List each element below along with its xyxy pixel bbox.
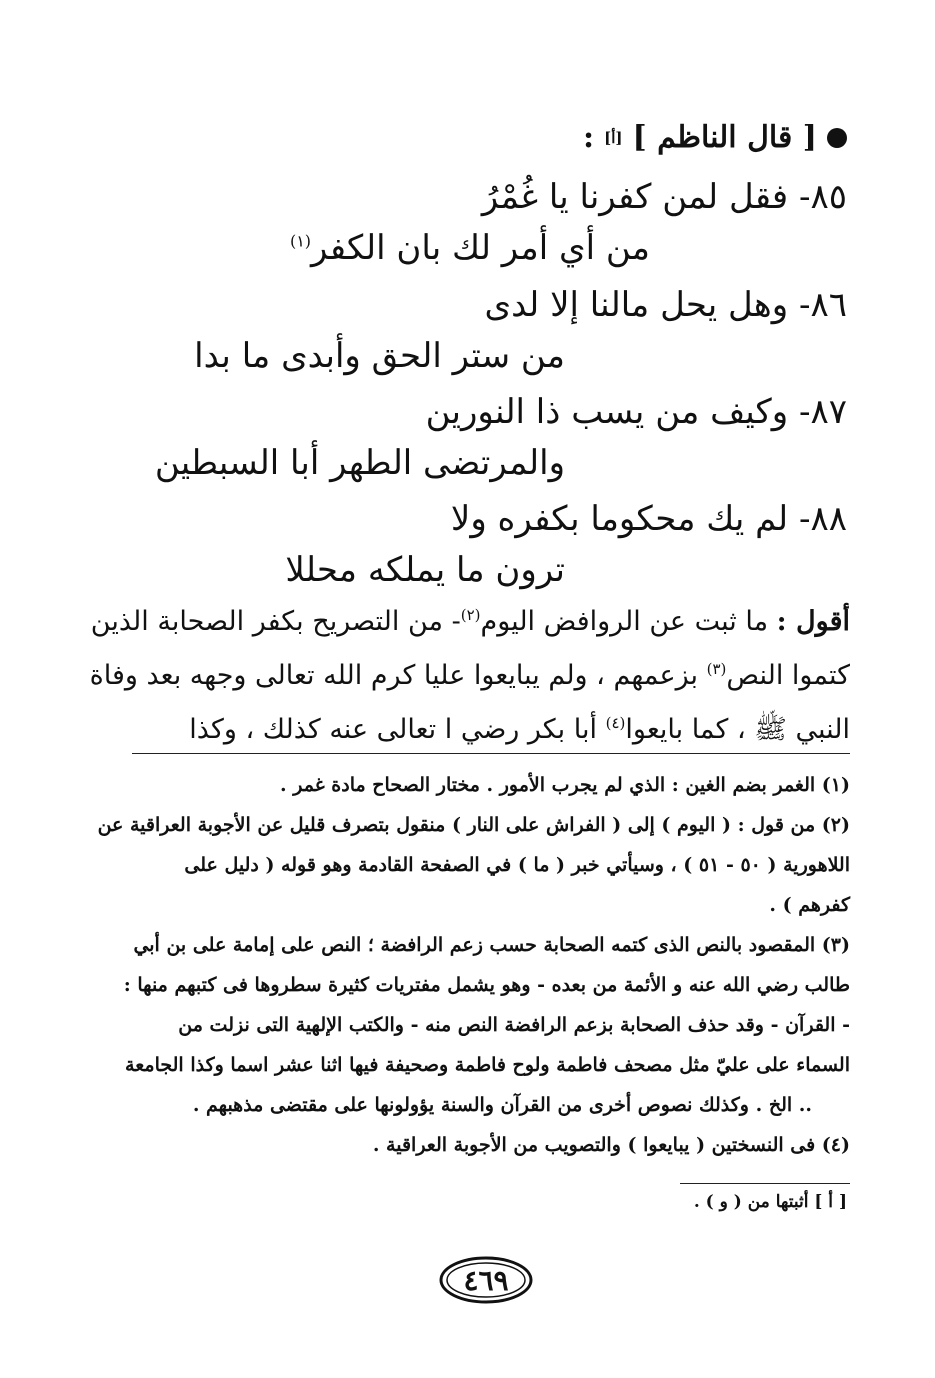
footnote-ref: (٤) <box>605 714 626 732</box>
footnote-line: اللاهورية ( ٥٠ - ٥١ ) ، وسيأتي خبر ( ما ) في الصفحة القادمة وهو قوله ( دليل على <box>184 854 850 876</box>
verse-85-first <box>482 175 847 219</box>
footnote-1 <box>132 765 850 805</box>
footnotes <box>97 765 850 1165</box>
footnote-line: (١) الغمر بضم الغين : الذي لم يجرب الأمور . مختار الصحاح مادة غمر . <box>280 774 850 796</box>
commentary-line <box>90 595 850 649</box>
page-number: ٤٦٩ <box>463 1263 509 1297</box>
commentary-text: بزعمهم ، ولم يبايعوا عليا كرم الله تعالى وجهه بعد وفاة <box>89 660 699 691</box>
verse-88-first <box>451 497 847 541</box>
verse-number: ٨٧- <box>798 392 847 432</box>
verse-86-second <box>194 334 565 378</box>
footnote-divider <box>132 753 850 754</box>
verse-number: ٨٥- <box>798 177 847 217</box>
commentary-lead: أقول : <box>776 606 850 637</box>
verse-87-second <box>155 441 565 485</box>
verse-hemistich-first: وهل يحل مالنا إلا لدى <box>484 285 789 325</box>
commentary-text: كتموا النص <box>726 660 850 691</box>
footnote-ref: (٢) <box>460 606 481 624</box>
heading-text: [ قال الناظم ] <box>632 120 817 155</box>
commentary-line <box>132 703 850 757</box>
footnote-line: كفرهم ) . <box>769 894 850 916</box>
verse-hemistich-first: وكيف من يسب ذا النورين <box>425 392 789 432</box>
footnote-line: (٣) المقصود بالنص الذى كتمه الصحابة حسب زعم الرافضة ؛ النص على إمامة على بن أبي <box>133 934 850 956</box>
commentary-text: النبي ﷺ ، كما بايعوا <box>625 714 850 745</box>
verse-85-second <box>290 226 650 270</box>
footnote-line: - القرآن - وقد حذف الصحابة بزعم الرافضة النص منه - والكتب الإلهية التى نزلت من <box>178 1014 850 1036</box>
page-number-frame <box>437 1254 535 1306</box>
footnote-line: .. الخ . وكذلك نصوص أخرى من القرآن والسنة يؤولونها على مقتضى مذهبهم . <box>192 1094 812 1116</box>
verse-87-first <box>426 390 847 434</box>
editor-note-divider <box>680 1183 850 1184</box>
footnote-4 <box>132 1125 850 1165</box>
verse-86-first <box>484 283 847 327</box>
verse-number: ٨٦- <box>798 285 847 325</box>
verse-hemistich-first: فقل لمن كفرنا يا غُمْرُ <box>481 177 789 217</box>
verse-hemistich-second: من ستر الحق وأبدى ما بدا <box>194 336 565 376</box>
footnote-line: طالب رضي الله عنه و الأئمة من بعده - وهو يشمل مفتريات كثيرة سطروها فى كتبهم منها : <box>123 974 850 996</box>
editor-note: [ أ ] أثبتها من ( و ) . <box>693 1192 847 1212</box>
footnote-ref: (١) <box>289 231 312 251</box>
verse-88-second <box>285 548 565 592</box>
footnote-ref: (٣) <box>706 660 727 678</box>
footnote-line: السماء على عليّ مثل مصحف فاطمة ولوح فاطمة وصحيفة فيها اثنا عشر اسما وكذا الجامعة <box>125 1054 850 1076</box>
heading-colon: : <box>583 120 595 155</box>
footnote-3 <box>123 925 850 1125</box>
section-heading: [ قال الناظم ] [أ] : <box>147 118 847 158</box>
commentary-text: أبا بكر رضي ا تعالى عنه كذلك ، وكذا <box>189 714 598 745</box>
commentary-paragraph <box>89 595 850 757</box>
footnote-line: (٢) من قول : ( اليوم ) إلى ( الفراش على النار ) منقول بتصرف قليل عن الأجوبة العراقية عن <box>97 814 850 836</box>
footnote-2 <box>97 805 850 925</box>
commentary-text: ما ثبت عن الروافض اليوم <box>480 606 769 637</box>
verse-number: ٨٨- <box>798 499 847 539</box>
verse-hemistich-second: ترون ما يملكه محللا <box>285 550 565 590</box>
footnote-line: (٤) فى النسختين ( يبايعوا ) والتصويب من الأجوبة العراقية . <box>372 1134 850 1156</box>
bullet-icon <box>827 128 847 148</box>
verse-hemistich-second: والمرتضى الطهر أبا السبطين <box>154 443 565 483</box>
commentary-text: - من التصريح بكفر الصحابة الذين <box>90 606 461 637</box>
commentary-line <box>89 649 850 703</box>
verse-hemistich-second: من أي أمر لك بان الكفر <box>311 228 650 268</box>
verse-hemistich-first: لم يك محكوما بكفره ولا <box>450 499 789 539</box>
